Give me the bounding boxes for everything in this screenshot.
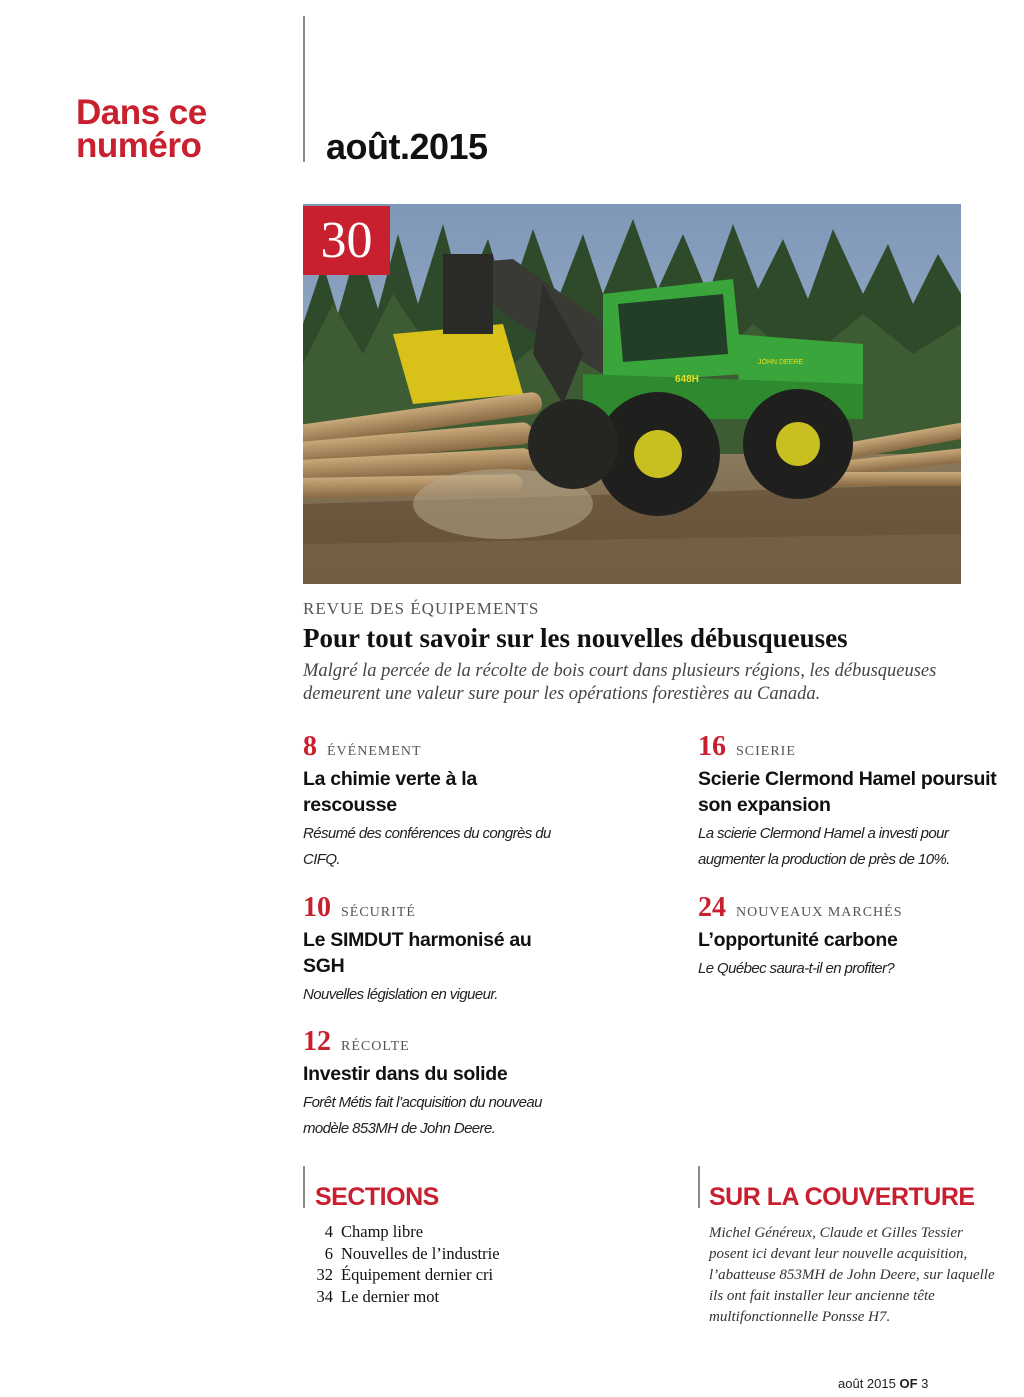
article-item[interactable]	[303, 893, 573, 1008]
article-category: ÉVÉNEMENT	[327, 744, 422, 759]
folio-page-number: 3	[921, 1376, 929, 1391]
list-item[interactable]	[305, 1264, 500, 1286]
sections-list	[305, 1221, 500, 1307]
article-description: La scierie Clermond Hamel a investi pour augmenter la production de près de 10%.	[698, 825, 950, 868]
article-item[interactable]	[698, 732, 998, 873]
article-category: SÉCURITÉ	[341, 905, 416, 920]
section-page-number: 6	[324, 1243, 333, 1263]
article-title[interactable]: Le SIMDUT harmonisé au SGH	[303, 929, 532, 977]
machine-brand-label: JOHN DEERE	[758, 359, 804, 366]
article-item[interactable]	[303, 1027, 583, 1142]
section-label: Nouvelles de l’industrie	[341, 1243, 500, 1263]
article-title[interactable]: Investir dans du solide	[303, 1063, 508, 1085]
article-page-number: 12	[303, 1026, 331, 1057]
feature-page-number[interactable]: 30	[303, 206, 390, 275]
list-item[interactable]	[305, 1243, 500, 1265]
section-label: Équipement dernier cri	[341, 1265, 494, 1284]
section-page-number: 4	[324, 1222, 333, 1241]
article-title[interactable]: L’opportunité carbone	[698, 929, 898, 951]
section-label: Le dernier mot	[341, 1286, 440, 1306]
page-kicker-title: Dans ce numéro	[76, 93, 207, 165]
cover-heading: SUR LA COUVERTURE	[709, 1183, 975, 1211]
section-page-number: 32	[316, 1265, 333, 1284]
article-description: Le Québec saura-t-il en profiter?	[698, 960, 895, 977]
header-divider	[303, 16, 305, 162]
article-description: Résumé des conférences du congrès du CIFQ.	[303, 825, 551, 868]
page-folio	[838, 1376, 928, 1391]
article-category: RÉCOLTE	[341, 1039, 410, 1054]
sections-divider	[303, 1166, 305, 1208]
article-item[interactable]	[303, 732, 573, 873]
feature-summary: Malgré la percée de la récolte de bois court dans plusieurs régions, les débusqueuses demeurent une valeur sure pour les opérations forestières au Canada.	[303, 661, 937, 704]
feature-photo[interactable]	[303, 204, 961, 584]
section-label: Champ libre	[341, 1222, 424, 1241]
folio-magazine: OF	[899, 1376, 918, 1391]
list-item[interactable]	[305, 1286, 500, 1308]
article-title[interactable]: Scierie Clermond Hamel poursuit son expansion	[698, 768, 997, 816]
article-page-number: 16	[698, 731, 726, 762]
article-item[interactable]	[698, 893, 998, 982]
article-description: Forêt Métis fait l’acquisition du nouveau modèle 853MH de John Deere.	[303, 1094, 542, 1137]
cover-caption: Michel Généreux, Claude et Gilles Tessier posent ici devant leur nouvelle acquisition, l’abatteuse 853MH de John Deere, sur laquelle ils ont fait installer leur ancienne tête multifonctionnelle Ponsse H7.	[709, 1225, 995, 1325]
article-page-number: 8	[303, 731, 317, 762]
issue-date: août.2015	[326, 126, 488, 167]
feature-category: REVUE DES ÉQUIPEMENTS	[303, 599, 540, 618]
article-category: NOUVEAUX MARCHÉS	[736, 905, 903, 920]
article-category: SCIERIE	[736, 744, 796, 759]
list-item[interactable]	[305, 1221, 500, 1243]
section-page-number: 34	[316, 1286, 333, 1306]
machine-model-label: 648H	[675, 374, 699, 385]
sections-heading: SECTIONS	[315, 1183, 439, 1211]
feature-title[interactable]: Pour tout savoir sur les nouvelles débusqueuses	[303, 623, 848, 653]
article-description: Nouvelles législation en vigueur.	[303, 986, 498, 1003]
cover-divider	[698, 1166, 700, 1208]
folio-month: août 2015	[838, 1376, 896, 1391]
article-page-number: 10	[303, 892, 331, 923]
article-page-number: 24	[698, 892, 726, 923]
article-title[interactable]: La chimie verte à la rescousse	[303, 768, 477, 816]
